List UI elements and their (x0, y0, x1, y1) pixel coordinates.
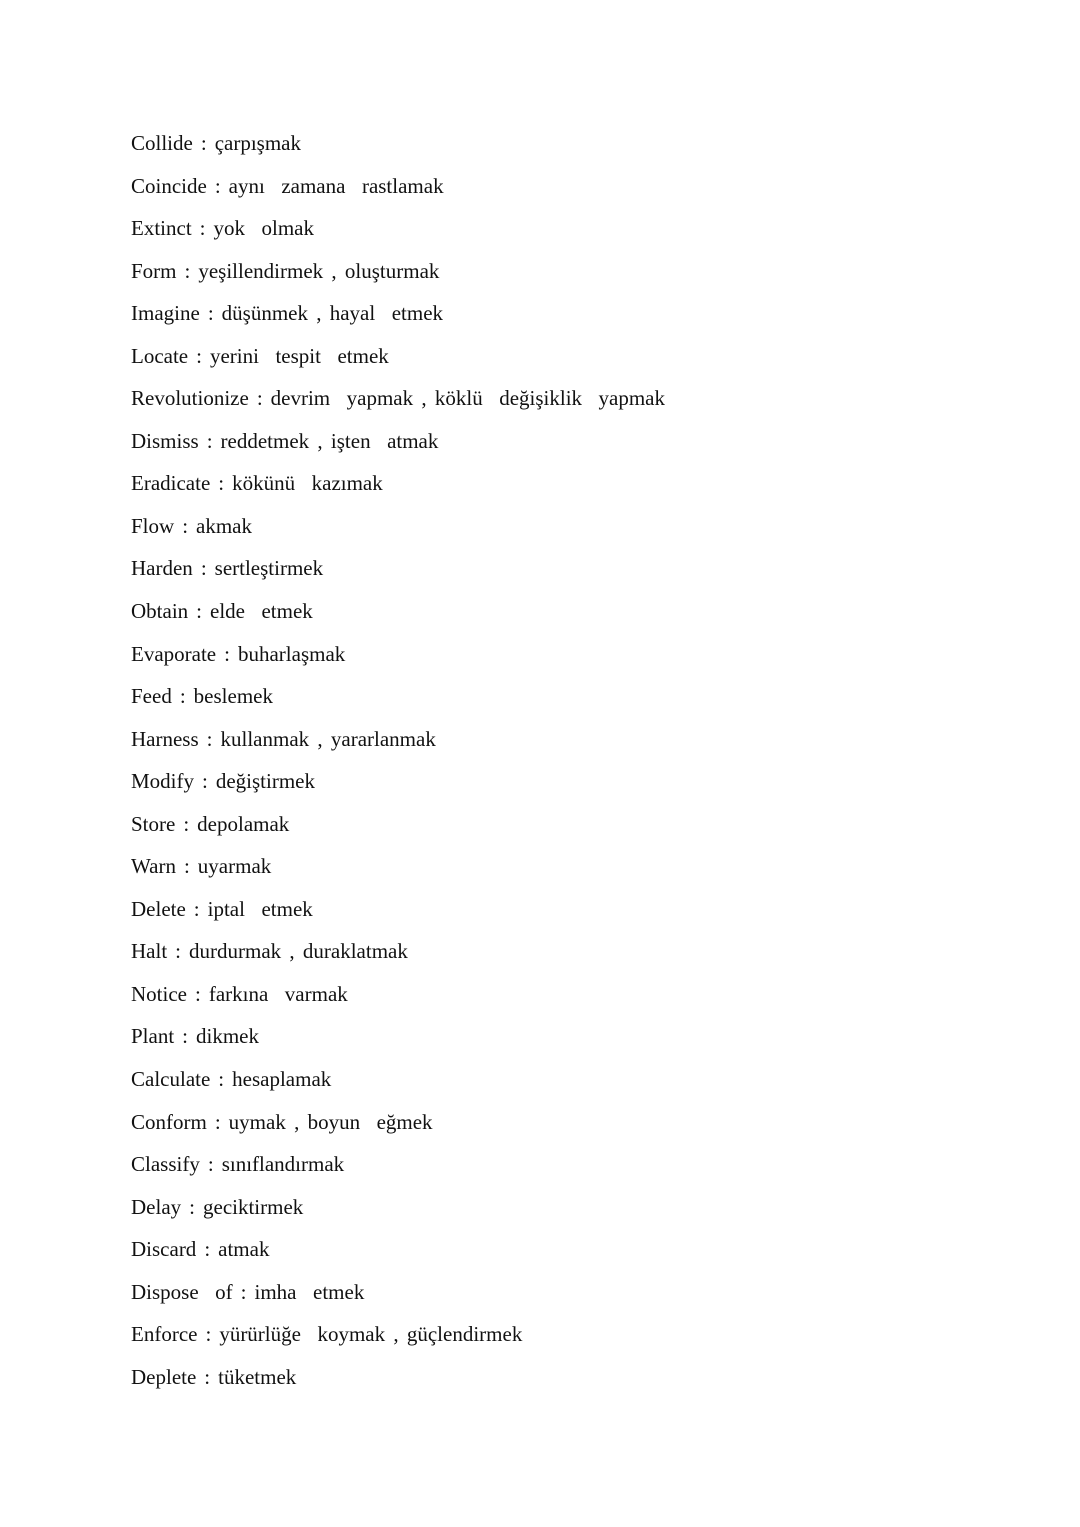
vocab-entry (131, 207, 665, 250)
turkish-meaning: tüketmek (218, 1364, 297, 1389)
separator: : (175, 939, 181, 964)
separator: : (206, 428, 213, 453)
english-word: Obtain (131, 599, 189, 624)
english-word: Imagine (131, 301, 200, 326)
turkish-meaning: kökünü kazımak (232, 471, 383, 496)
english-word: Feed (131, 684, 172, 709)
english-word: Deplete (131, 1364, 197, 1389)
english-word: Calculate (131, 1067, 211, 1092)
english-word: Delete (131, 896, 186, 921)
english-word: Flow (131, 513, 175, 538)
english-word: Modify (131, 769, 194, 794)
vocab-entry (131, 505, 665, 548)
separator: : (204, 1364, 211, 1389)
separator: : (183, 811, 190, 836)
vocab-entry (131, 718, 665, 761)
separator: : (184, 258, 191, 283)
turkish-meaning: düşünmek , hayal etmek (221, 301, 444, 326)
vocab-entry (131, 335, 665, 378)
separator: : (224, 641, 230, 666)
english-word: Form (131, 258, 177, 283)
vocab-entry (131, 292, 665, 335)
english-word: Classify (131, 1152, 200, 1177)
vocab-entry (131, 1313, 665, 1356)
turkish-meaning: sınıflandırmak (221, 1152, 345, 1177)
separator: : (256, 386, 263, 411)
english-word: Plant (131, 1024, 175, 1049)
separator: : (182, 513, 189, 538)
separator: : (179, 684, 186, 709)
vocab-entry (131, 760, 665, 803)
separator: : (218, 1067, 225, 1092)
vocab-entry (131, 462, 665, 505)
english-word: Collide (131, 131, 193, 155)
english-word: Evaporate (131, 641, 217, 666)
english-word: Dispose of (131, 1279, 233, 1304)
turkish-meaning: buharlaşmak (237, 641, 346, 666)
english-word: Halt (131, 939, 168, 964)
vocab-entry (131, 888, 665, 931)
vocab-entry (131, 122, 665, 165)
turkish-meaning: yerini tespit etmek (209, 343, 389, 368)
vocab-entry (131, 547, 665, 590)
english-word: Conform (131, 1109, 207, 1134)
separator: : (200, 556, 207, 581)
vocab-entry (131, 377, 665, 420)
separator: : (214, 1109, 221, 1134)
turkish-meaning: beslemek (193, 684, 273, 709)
vocab-entry (131, 845, 665, 888)
separator: : (196, 599, 202, 624)
english-word: Coincide (131, 173, 207, 198)
turkish-meaning: devrim yapmak , köklü değişiklik yapmak (270, 386, 666, 411)
turkish-meaning: aynı zamana rastlamak (228, 173, 444, 198)
vocab-entry (131, 803, 665, 846)
vocab-entry (131, 250, 665, 293)
vocab-entry (131, 1058, 665, 1101)
separator: : (189, 1194, 195, 1219)
turkish-meaning: dikmek (196, 1024, 260, 1049)
turkish-meaning: akmak (196, 513, 253, 538)
turkish-meaning: değiştirmek (215, 769, 315, 794)
turkish-meaning: uymak , boyun eğmek (228, 1109, 433, 1134)
turkish-meaning: sertleştirmek (214, 556, 324, 581)
english-word: Extinct (131, 216, 192, 241)
vocab-entry (131, 1186, 665, 1229)
turkish-meaning: elde etmek (210, 599, 313, 624)
separator: : (193, 896, 200, 921)
vocab-entry (131, 1101, 665, 1144)
english-word: Store (131, 811, 176, 836)
separator: : (240, 1279, 247, 1304)
separator: : (207, 301, 214, 326)
english-word: Eradicate (131, 471, 211, 496)
vocab-entry (131, 590, 665, 633)
turkish-meaning: farkına varmak (208, 981, 348, 1006)
separator: : (207, 1152, 214, 1177)
vocab-entry (131, 930, 665, 973)
english-word: Enforce (131, 1322, 198, 1347)
english-word: Notice (131, 981, 187, 1006)
turkish-meaning: uyarmak (197, 854, 272, 879)
vocab-entry (131, 420, 665, 463)
separator: : (205, 1322, 212, 1347)
vocab-entry (131, 675, 665, 718)
turkish-meaning: yürürlüğe koymak , güçlendirmek (219, 1322, 523, 1347)
turkish-meaning: geciktirmek (203, 1194, 304, 1219)
vocab-entry (131, 973, 665, 1016)
separator: : (218, 471, 225, 496)
vocab-entry (131, 1356, 665, 1399)
vocab-entry (131, 1143, 665, 1186)
english-word: Harden (131, 556, 193, 581)
separator: : (196, 343, 202, 368)
vocab-entry (131, 1015, 665, 1058)
turkish-meaning: depolamak (197, 811, 290, 836)
turkish-meaning: atmak (218, 1237, 270, 1262)
english-word: Discard (131, 1237, 197, 1262)
english-word: Harness (131, 726, 199, 751)
turkish-meaning: hesaplamak (232, 1067, 332, 1092)
vocab-entry (131, 165, 665, 208)
english-word: Locate (131, 343, 189, 368)
separator: : (194, 981, 201, 1006)
turkish-meaning: durdurmak , duraklatmak (189, 939, 408, 964)
turkish-meaning: yeşillendirmek , oluşturmak (198, 258, 440, 283)
turkish-meaning: imha etmek (254, 1279, 365, 1304)
separator: : (206, 726, 213, 751)
turkish-meaning: reddetmek , işten atmak (220, 428, 439, 453)
separator: : (199, 216, 206, 241)
separator: : (183, 854, 190, 879)
vocab-entry (131, 1228, 665, 1271)
separator: : (182, 1024, 189, 1049)
separator: : (214, 173, 221, 198)
english-word: Revolutionize (131, 386, 249, 411)
vocab-entry (131, 1271, 665, 1314)
english-word: Delay (131, 1194, 182, 1219)
vocab-entry (131, 633, 665, 676)
turkish-meaning: kullanmak , yararlanmak (220, 726, 436, 751)
separator: : (200, 131, 207, 155)
english-word: Warn (131, 854, 176, 879)
turkish-meaning: çarpışmak (214, 131, 301, 155)
separator: : (204, 1237, 211, 1262)
english-word: Dismiss (131, 428, 199, 453)
separator: : (202, 769, 208, 794)
vocabulary-list (131, 122, 665, 1398)
turkish-meaning: iptal etmek (207, 896, 313, 921)
turkish-meaning: yok olmak (213, 216, 314, 241)
